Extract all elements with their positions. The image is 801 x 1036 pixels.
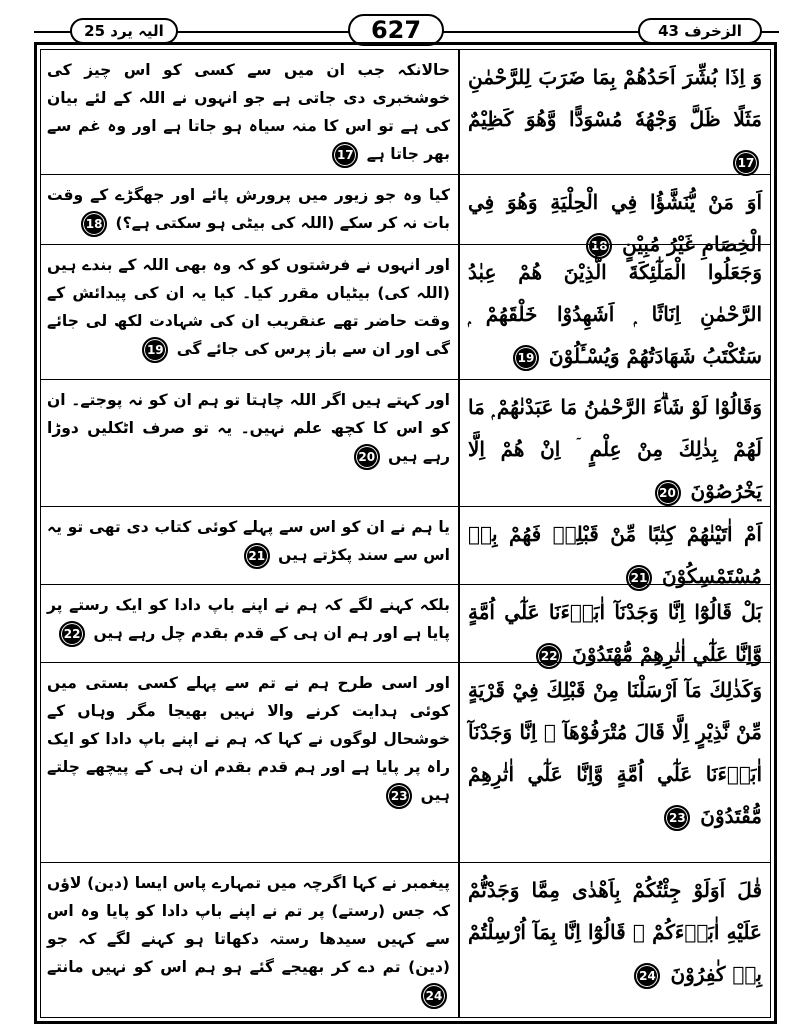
verse-number-badge: 21	[626, 565, 652, 591]
verse-number-badge: 17	[332, 142, 358, 168]
arabic-verse: بَلْ قَالُوْٓا اِنَّا وَجَدْنَآ اٰبَاۗءَنَا عَلٰٓي اُمَّةٍ وَّاِنَّا عَلٰٓي اٰثٰرِهِمْ مُّهْتَدُوْنَ 22	[460, 585, 770, 663]
arabic-verse: اَوَ مَنْ يُّنَشَّؤُا فِي الْحِلْيَةِ وَهُوَ فِي الْخِصَامِ غَيْرُ مُبِيْنٍ 18	[460, 175, 770, 245]
urdu-translation: پیغمبر نے کہا اگرچہ میں تمہارے پاس ایسا (دین) لاؤں کہ جس (رستے) پر تم نے اپنے باپ دادا کو پایا وہ اس سے کہیں سیدھا رستہ دکھاتا ہو کہنے لگے کہ جو (دین) تم دے کر بھیجے گئے ہو ہم اس کو نہیں مانتے 24	[41, 863, 458, 1015]
urdu-translation: اور اسی طرح ہم نے تم سے پہلے کسی بستی میں کوئی ہدایت کرنے والا نہیں بھیجا مگر وہاں کے خوشحال لوگوں نے کہا کہ ہم نے اپنے باپ دادا کو ایک راہ پر پایا ہے اور ہم قدم بقدم ان ہی کے پیچھے چلتے ہیں 23	[41, 663, 458, 863]
urdu-translation: اور کہتے ہیں اگر اللہ چاہتا تو ہم ان کو نہ پوجتے۔ ان کو اس کا کچھ علم نہیں۔ یہ تو صرف اٹکلیں دوڑا رہے ہیں 20	[41, 380, 458, 507]
verse-number-badge: 24	[634, 963, 660, 989]
urdu-translation: یا ہم نے ان کو اس سے پہلے کوئی کتاب دی تھی تو یہ اس سے سند پکڑتے ہیں 21	[41, 507, 458, 585]
verse-number-badge: 20	[655, 480, 681, 506]
arabic-verse: قٰلَ اَوَلَوْ جِئْتُكُمْ بِاَهْدٰى مِمَّا وَجَدْتُّمْ عَلَيْهِ اٰبَاۗءَكُمْ ۭ قَالُوْٓا اِنَّا بِمَآ اُرْسِلْتُمْ بِهٖ كٰفِرُوْنَ 24	[460, 863, 770, 1015]
arabic-verse: وَجَعَلُوا الْمَلٰٓئِكَةَ الَّذِيْنَ هُمْ عِبٰدُ الرَّحْمٰنِ اِنَاثًا ۭ اَشَهِدُوْا خَلْقَهُمْ ۭ سَتُكْتَبُ شَهَادَتُهُمْ وَيُسْـَٔلُوْنَ 19	[460, 245, 770, 380]
verse-number-badge: 22	[536, 643, 562, 669]
verse-row-23	[41, 663, 770, 863]
verse-row-21	[41, 507, 770, 588]
juz-label: الیہ یرد 25	[70, 18, 178, 44]
urdu-translation: اور انہوں نے فرشتوں کو کہ وہ بھی اللہ کے بندے ہیں (اللہ کی) بیٹیاں مقرر کیا۔ کیا یہ ان کی پیدائش کے وقت حاضر تھے عنقریب ان کی شہادت لکھ لی جائے گی اور ان سے باز پرس کی جائے گی 19	[41, 245, 458, 380]
arabic-verse: وَكَذٰلِكَ مَآ اَرْسَلْنَا مِنْ قَبْلِكَ فِيْ قَرْيَةٍ مِّنْ نَّذِيْرٍ اِلَّا قَالَ مُتْرَفُوْهَآ ۙ اِنَّا وَجَدْنَآ اٰبَاۗءَنَا عَلٰٓي اُمَّةٍ وَّاِنَّا عَلٰٓي اٰثٰرِهِمْ مُّقْتَدُوْنَ 23	[460, 663, 770, 863]
urdu-translation: بلکہ کہنے لگے کہ ہم نے اپنے باپ دادا کو ایک رستے پر پایا ہے اور ہم ان ہی کے قدم بقدم چل رہے ہیں 22	[41, 585, 458, 663]
arabic-verse: اَمْ اٰتَيْنٰهُمْ كِتٰبًا مِّنْ قَبْلِهٖ فَهُمْ بِهٖ مُسْتَمْسِكُوْنَ 21	[460, 507, 770, 585]
verse-row-24	[41, 863, 770, 1015]
urdu-translation: کیا وہ جو زیور میں پرورش پائے اور جھگڑے کے وقت بات نہ کر سکے (اللہ کی بیٹی ہو سکتی ہے؟) 18	[41, 175, 458, 245]
verse-row-22	[41, 585, 770, 666]
verse-number-badge: 21	[244, 543, 270, 569]
verse-number-badge: 17	[733, 150, 759, 176]
surah-label: الزخرف 43	[638, 18, 762, 44]
verse-number-badge: 18	[81, 211, 107, 237]
verse-number-badge: 19	[142, 337, 168, 363]
arabic-verse: وَقَالُوْا لَوْ شَاۗءَ الرَّحْمٰنُ مَا عَبَدْنٰهُمْ ۭ مَا لَهُمْ بِذٰلِكَ مِنْ عِلْمٍ ۤ اِنْ هُمْ اِلَّا يَخْرُصُوْنَ 20	[460, 380, 770, 507]
urdu-translation: حالانکہ جب ان میں سے کسی کو اس چیز کی خوشخبری دی جاتی ہے جو انہوں نے اللہ کے لئے بیان کی ہے تو اس کا منہ سیاہ ہو جاتا ہے اور وہ غم سے بھر جاتا ہے 17	[41, 50, 458, 175]
verse-row-20	[41, 380, 770, 507]
verse-number-badge: 24	[421, 983, 447, 1009]
verse-number-badge: 23	[664, 805, 690, 831]
verse-number-badge: 18	[586, 233, 612, 259]
verse-row-17	[41, 50, 770, 175]
verse-number-badge: 19	[513, 345, 539, 371]
verse-number-badge: 20	[354, 444, 380, 470]
verse-row-18	[41, 175, 770, 256]
arabic-verse: وَ اِذَا بُشِّرَ اَحَدُهُمْ بِمَا ضَرَبَ لِلرَّحْمٰنِ مَثَلًا ظَلَّ وَجْهُهٗ مُسْوَدًّا وَّهُوَ كَظِيْمٌ 17	[460, 50, 770, 175]
verse-number-badge: 22	[59, 621, 85, 647]
verse-number-badge: 23	[386, 783, 412, 809]
page-number: 627	[348, 14, 444, 46]
verse-row-19	[41, 245, 770, 380]
